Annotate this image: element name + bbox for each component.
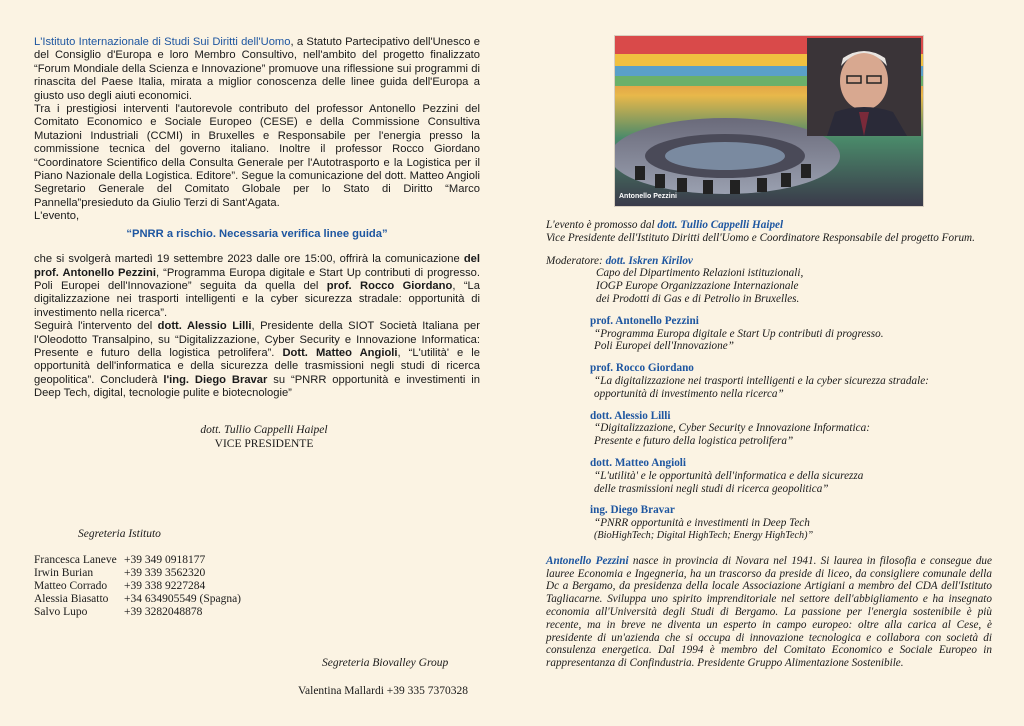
speaker-item	[590, 504, 992, 542]
biovalley-heading: Segreteria Biovalley Group	[322, 657, 449, 669]
event-photo	[614, 35, 924, 207]
speaker-name: prof. Antonello Pezzini	[590, 314, 699, 327]
contact-name: Matteo Corrado	[34, 580, 108, 592]
contact-phone: +34 634905549 (Spagna)	[124, 593, 241, 605]
signature-name: dott. Tullio Cappelli Haipel	[200, 423, 328, 436]
speaker-list	[546, 315, 992, 543]
contact-list	[34, 554, 241, 619]
contact-phone: +39 338 9227284	[124, 580, 206, 592]
contact-phone: +39 3282048878	[124, 606, 203, 618]
signature-role: VICE PRESIDENTE	[214, 437, 314, 450]
biovalley-contact: Valentina Mallardi +39 335 7370328	[298, 685, 469, 697]
contact-name: Francesca Laneve	[34, 554, 117, 566]
event-title: “PNRR a rischio. Necessaria verifica linee guida”	[126, 227, 388, 240]
intro-paragraph: L'Istituto Internazionale di Studi Sui Diritti dell'Uomo, a Statuto Partecipativo dell'Unesco e del Consiglio d'Europa e loro Membro Consultivo, nell'ambito del progetto finalizzato “Forum Mondiale della Scienza e Innovazione” promuove una riflessione sui programmi di rinascita del Paese Italia, mirata a miglior conoscenza delle linee guida dell'Europa a giusto uso degli aiuti economici.	[34, 36, 481, 102]
photo-caption: Antonello Pezzini	[619, 193, 677, 200]
speaker-topic: Poli Europei dell'Innovazione”	[594, 340, 734, 353]
promoter-line: L'evento è promosso dal dott. Tullio Cappelli Haipel	[546, 219, 784, 231]
speaker-topic: “L'utilità' e le opportunità dell'informatica e della sicurezza	[594, 469, 864, 482]
program-paragraph: che si svolgerà martedì 19 settembre 2023 dalle ore 15:00, offrirà la comunicazione del prof. Antonello Pezzini, “Programma Europa digitale e Start Up contributi di progresso. Poli Europei dell'Innovazione” seguita da quella del prof. Rocco Giordano, “La digitalizzazione nei trasporti intelligenti e la cyber sicurezza stradale: opportunità di investimento nella ricerca”.	[34, 253, 480, 319]
contact-phone: +39 349 0918177	[124, 554, 206, 566]
speaker-item	[590, 362, 992, 400]
contact-row	[34, 554, 241, 567]
institute-name: L'Istituto Internazionale di Studi Sui Diritti dell'Uomo	[34, 36, 291, 48]
conference-hall-image	[615, 36, 923, 206]
speaker-item	[590, 457, 992, 495]
speaker-topic: “Digitalizzazione, Cyber Security e Innovazione Informatica:	[594, 422, 870, 435]
contact-row	[34, 580, 241, 593]
event-intro: L'evento,	[34, 210, 80, 223]
contact-row	[34, 606, 241, 619]
speaker-name: ing. Diego Bravar	[590, 504, 675, 517]
contact-row	[34, 567, 241, 580]
speaker-name: dott. Matteo Angioli	[590, 456, 687, 469]
right-column	[546, 219, 992, 670]
secretariat-block	[34, 528, 241, 619]
contact-name: Irwin Burian	[34, 567, 94, 579]
signature-block	[154, 423, 374, 451]
contact-phone: +39 339 3562320	[124, 567, 206, 579]
speaker-topic: “PNRR opportunità e investimenti in Deep Tech	[594, 517, 810, 530]
speaker-topic: “La digitalizzazione nei trasporti intelligenti e la cyber sicurezza stradale:	[594, 374, 929, 387]
speaker-name: prof. Rocco Giordano	[590, 362, 694, 375]
speaker-topic: opportunità di investimento nella ricerca”	[594, 387, 784, 400]
speaker-name: dott. Alessio Lilli	[590, 409, 671, 422]
promoter-role: Vice Presidente dell'Istituto Diritti dell'Uomo e Coordinatore Responsabile del progetto Forum.	[546, 231, 975, 244]
biovalley-block	[298, 657, 488, 698]
speaker-topic: Presente e futuro della logistica petrolifera”	[594, 435, 794, 448]
speaker-item	[590, 410, 992, 448]
contact-name: Salvo Lupo	[34, 606, 88, 618]
speaker-topic: (BioHighTech; Digital HighTech; Energy HighTech)”	[594, 529, 814, 541]
speaker-item	[590, 315, 992, 353]
left-column	[34, 36, 480, 451]
speaker-topic: “Programma Europa digitale e Start Up contributi di progresso.	[594, 327, 884, 340]
contact-name: Alessia Biasatto	[34, 593, 109, 605]
secretariat-heading: Segreteria Istituto	[78, 528, 161, 540]
speaker-topic: delle trasmissioni negli studi di ricerca geopolitica”	[594, 482, 829, 495]
program-paragraph-2: Seguirà l'intervento del dott. Alessio Lilli, Presidente della SIOT Società Italiana per l'Oleodotto Transalpino, su “Digitalizzazione, Cyber Security e Innovazione Informatica: Presente e futuro della logistica petrolifera”. Dott. Matteo Angioli, “L'utilità' e le opportunità dell'informatica e della sicurezza delle trasmissioni negli studi di ricerca geopolitica”. Concluderà l'ing. Diego Bravar su “PNRR opportunità e investimenti in Deep Tech, digital, tecnologie pulite e biotecnologie”	[34, 320, 481, 400]
biography: Antonello Pezzini nasce in provincia di Novara nel 1941. Si laurea in filosofia e consegue due lauree Economia e Ingegneria, ha un trascorso da preside di liceo, da consigliere comunale della Dc a Bergamo, da presidenza della locale Associazione Artigiani a membro del CDA dell'Istituto Tagliacarne. Sviluppa uno spirito imprenditoriale nel settore dell'abbigliamento e ha insegnato economia all'Università degli Studi di Bergamo. La passione per l'energia sostenibile è più recente, ma in breve ne diventa un esperto in campo europeo: oltre alla carica al Cese, è presidente di un'azienda che si occupa di innovazione tecnologica e collabora con società di consulenza energetica. Dal 1994 è membro del Comitato Economico e Sociale Europeo in rappresentanza di Confindustria. Presidente Gruppo Alimentazione Sostenibile.	[546, 554, 992, 670]
contact-row	[34, 593, 241, 606]
moderator-details: Capo del Dipartimento Relazioni istituzionali, IOGP Europe Organizzazione Internazionale dei Prodotti di Gas e di Petrolio in Bruxelles.	[596, 267, 804, 305]
speakers-paragraph: Tra i prestigiosi interventi l'autorevole contributo del professor Antonello Pezzini del Comitato Economico e Sociale Europeo (CESE) e della Commissione Consultiva Mutazioni Industriali (CCMI) in Bruxelles e Responsabile per l'energia presso la commissione tecnica del governo italiano. Inoltre il professor Rocco Giordano “Coordinatore Scientifico della Consulta Generale per l'Autotrasporto e la Logistica per il Piano Nazionale della Logistica. Editore”. Segue la comunicazione del dott. Matteo Angioli Segretario Generale del Comitato Globale per lo Stato di Diritto “Marco Pannella”presieduto da Giulio Terzi di Sant'Agata.	[34, 103, 480, 209]
moderator-line: Moderatore: dott. Iskren Kirilov	[546, 254, 693, 267]
